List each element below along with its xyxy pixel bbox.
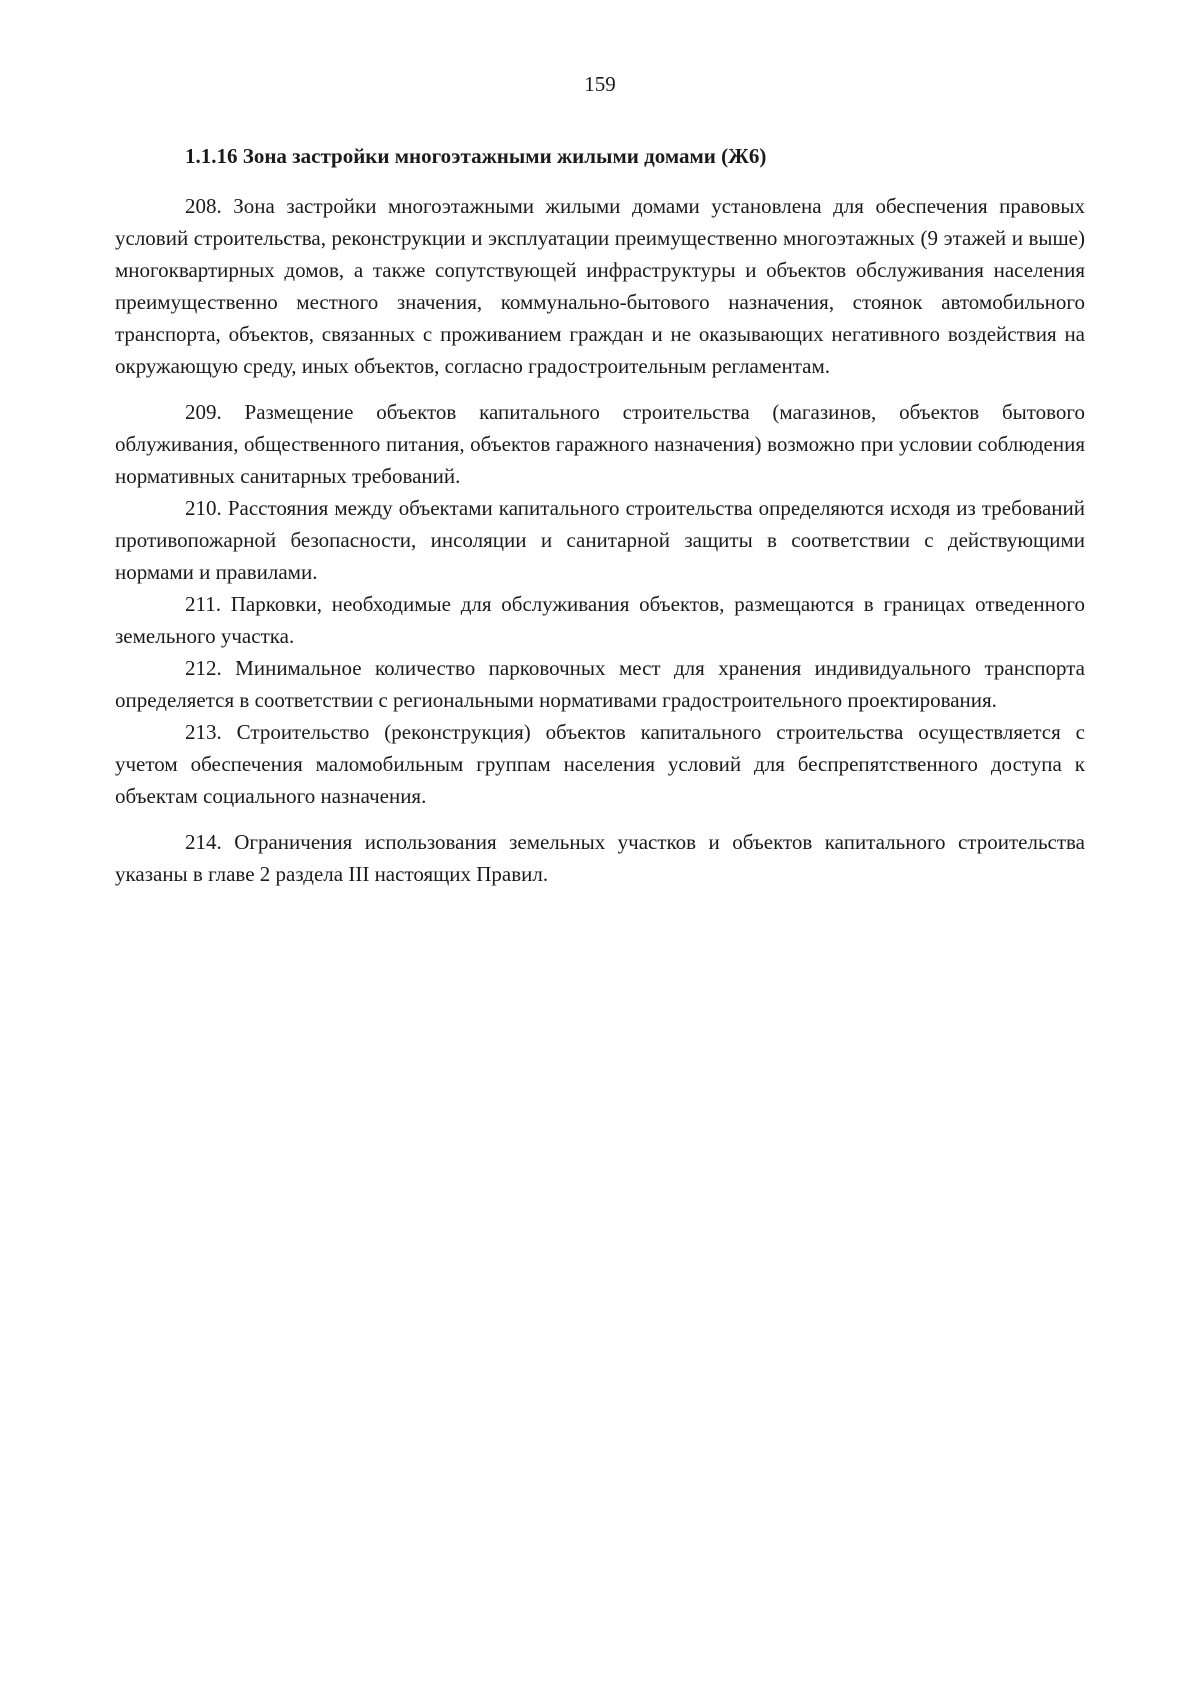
paragraph-210: 210. Расстояния между объектами капитального строительства определяются исходя из требований противопожарной безопасности, инсоляции и санитарной защиты в соответствии с действующими нормами и правилами. <box>115 496 1085 584</box>
document-body <box>115 140 1085 890</box>
paragraph-212: 212. Минимальное количество парковочных мест для хранения индивидуального транспорта определяется в соответствии с региональными нормативами градостроительного проектирования. <box>115 656 1085 712</box>
paragraph-209: 209. Размещение объектов капитального строительства (магазинов, объектов бытового облуживания, общественного питания, объектов гаражного назначения) возможно при условии соблюдения нормативных санитарных требований. <box>115 400 1085 488</box>
paragraph-208: 208. Зона застройки многоэтажными жилыми домами установлена для обеспечения правовых условий строительства, реконструкции и эксплуатации преимущественно многоэтажных (9 этажей и выше) многоквартирных домов, а также сопутствующей инфраструктуры и объектов обслуживания населения преимущественно местного значения, коммунально-бытового назначения, стоянок автомобильного транспорта, объектов, связанных с проживанием граждан и не оказывающих негативного воздействия на окружающую среду, иных объектов, согласно градостроительным регламентам. <box>115 194 1085 378</box>
paragraph-214: 214. Ограничения использования земельных участков и объектов капитального строительства указаны в главе 2 раздела III настоящих Правил. <box>115 830 1085 886</box>
paragraph-211: 211. Парковки, необходимые для обслуживания объектов, размещаются в границах отведенного земельного участка. <box>115 592 1085 648</box>
section-heading: 1.1.16 Зона застройки многоэтажными жилыми домами (Ж6) <box>185 144 767 168</box>
paragraph-213: 213. Строительство (реконструкция) объектов капитального строительства осуществляется с учетом обеспечения маломобильным группам населения условий для беспрепятственного доступа к объектам социального назначения. <box>115 720 1085 808</box>
page-number: 159 <box>584 72 616 96</box>
